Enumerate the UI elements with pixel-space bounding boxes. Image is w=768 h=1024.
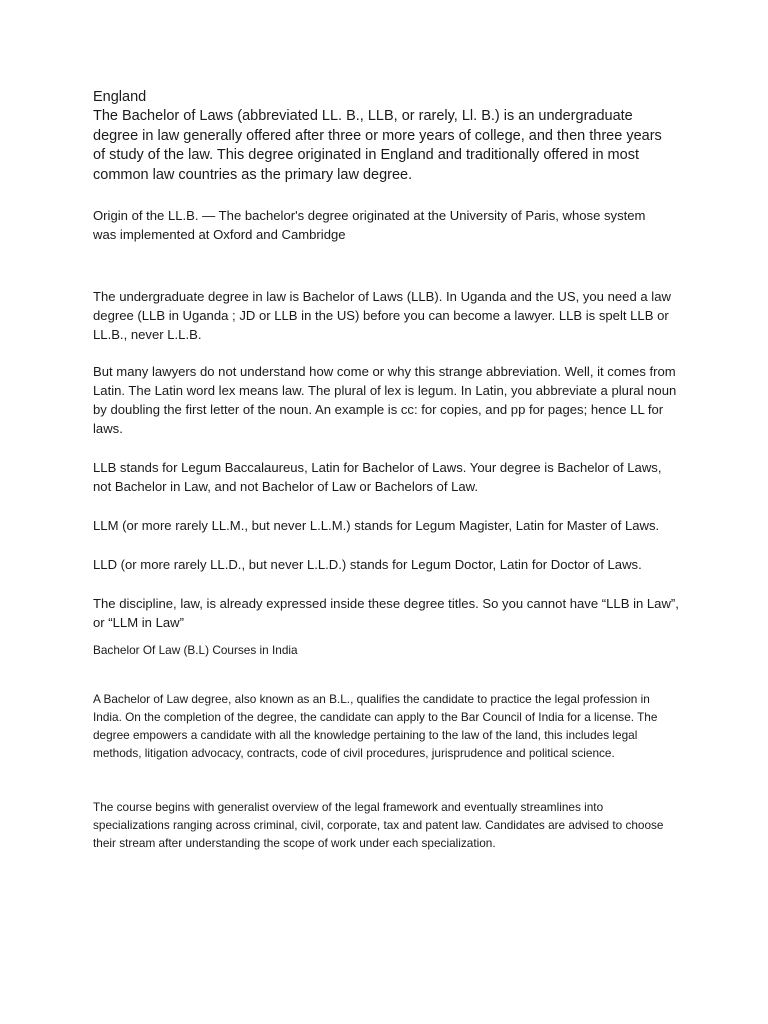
paragraph-llb-definition: The undergraduate degree in law is Bachelor of Laws (LLB). In Uganda and the US, you need a law degree (LLB in Uganda ; JD or LLB in the US) before you can become a lawyer. LLB is spelt LLB or LL.B., never L.L.B. [93, 289, 671, 343]
paragraph-llb-meaning: LLB stands for Legum Baccalaureus, Latin for Bachelor of Laws. Your degree is Bachelor of Laws, not Bachelor in Law, and not Bachelor of Law or Bachelors of Law. [93, 460, 662, 495]
origin-paragraph: Origin of the LL.B. — The bachelor's degree originated at the University of Paris, whose system was implemented at Oxford and Cambridge [93, 208, 646, 243]
paragraph-india-degree: A Bachelor of Law degree, also known as an B.L., qualifies the candidate to practice the legal profession in India. On the completion of the degree, the candidate can apply to the Bar Council of India for a license. The degree empowers a candidate with all the knowledge pertaining to the law of the land, this includes legal methods, litigation advocacy, contracts, code of civil procedures, jurisprudence and political science. [93, 692, 658, 761]
paragraph-llm-meaning: LLM (or more rarely LL.M., but never L.L.M.) stands for Legum Magister, Latin for Master of Laws. [93, 518, 660, 534]
india-section-heading: Bachelor Of Law (B.L) Courses in India [93, 643, 298, 658]
paragraph-latin-origin: But many lawyers do not understand how come or why this strange abbreviation. Well, it comes from Latin. The Latin word lex means law. The plural of lex is legum. In Latin, you abbreviate a plural noun by doubling the first letter of the noun. An example is cc: for copies, and pp for pages; hence LL for laws. [93, 364, 677, 437]
paragraph-lld-meaning: LLD (or more rarely LL.D., but never L.L.D.) stands for Legum Doctor, Latin for Doctor of Laws. [93, 557, 642, 573]
intro-paragraph: The Bachelor of Laws (abbreviated LL. B., LLB, or rarely, Ll. B.) is an undergraduate degree in law generally offered after three or more years of college, and then three years of study of the law. This degree originated in England and traditionally offered in most common law countries as the primary law degree. [93, 108, 662, 183]
document-body [93, 88, 683, 852]
heading-england: England [93, 89, 147, 105]
paragraph-discipline: The discipline, law, is already expressed inside these degree titles. So you cannot have “LLB in Law”, or “LLM in Law” [93, 596, 679, 631]
paragraph-india-course: The course begins with generalist overview of the legal framework and eventually streamlines into specializations ranging across criminal, civil, corporate, tax and patent law. Candidates are advised to choose their stream after understanding the scope of work under each specialization. [93, 800, 664, 851]
